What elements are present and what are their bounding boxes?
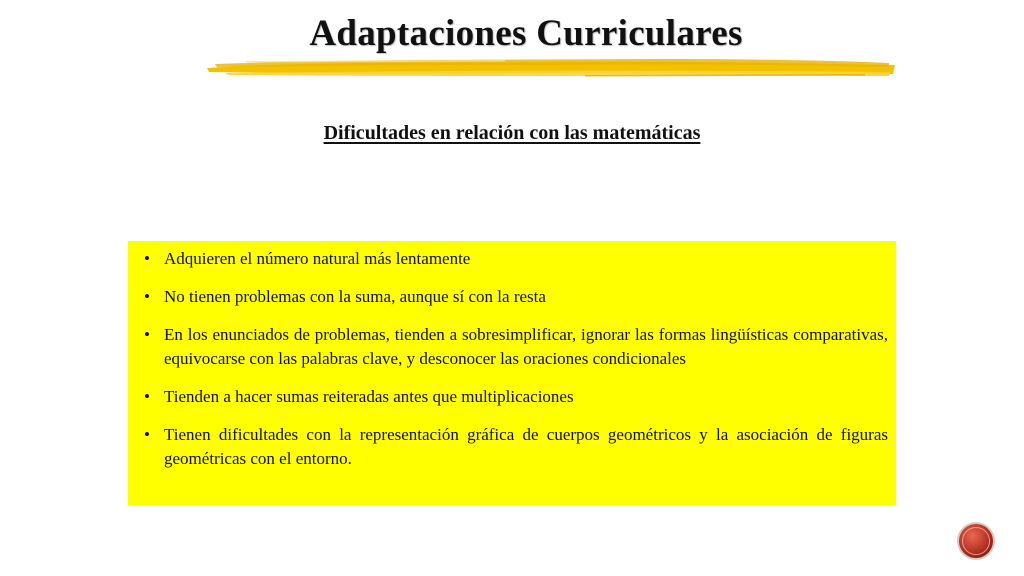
bullet-item (140, 285, 888, 309)
bullet-text: En los enunciados de problemas, tienden a sobresimplificar, ignorar las formas lingüísticas comparativas, equivocarse con las palabras clave, y desconocer las oraciones condicionales (164, 325, 888, 368)
bullet-icon: • (144, 249, 150, 268)
bullet-icon: • (144, 387, 150, 406)
bullet-text: Tienen dificultades con la representación gráfica de cuerpos geométricos y la asociación de figuras geométricas con el entorno. (164, 425, 888, 468)
circle-button-icon[interactable] (956, 521, 996, 561)
bullet-item (140, 423, 888, 471)
bullet-list (140, 247, 888, 471)
highlight-box (128, 241, 896, 505)
bullet-item (140, 385, 888, 409)
slide-subtitle: Dificultades en relación con las matemáticas (323, 122, 701, 144)
bullet-text: Adquieren el número natural más lentamente (164, 249, 471, 268)
bullet-icon: • (144, 287, 150, 306)
bullet-icon: • (144, 425, 150, 444)
bullet-item (140, 323, 888, 371)
bullet-text: No tienen problemas con la suma, aunque sí con la resta (164, 287, 546, 306)
bullet-text: Tienden a hacer sumas reiteradas antes que multiplicaciones (164, 387, 574, 406)
slide-title: Adaptaciones Curriculares (309, 13, 743, 54)
bullet-item (140, 247, 888, 271)
brush-stroke-icon (205, 52, 897, 82)
bullet-icon: • (144, 325, 150, 344)
